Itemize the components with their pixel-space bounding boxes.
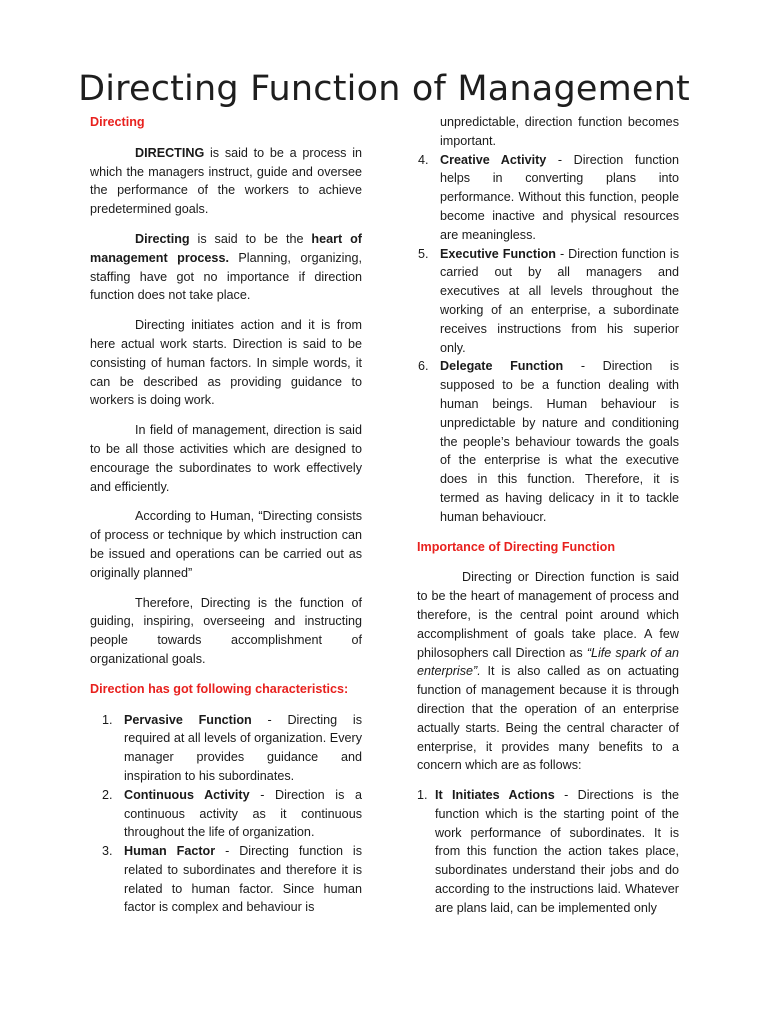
list-item <box>418 357 679 526</box>
item-term: Continuous Activity <box>124 787 250 802</box>
paragraph-text: is said to be the <box>189 231 312 246</box>
page-title: Directing Function of Management <box>78 69 690 110</box>
paragraph-text: is said to be a process in which the managers instruct, guide and oversee the performance of the workers to achieve predetermined goals. <box>90 145 362 217</box>
item-text: - Direction is a continuous activity as it continuous throughout the life of organization. <box>124 787 362 840</box>
list-number: 5. <box>418 246 429 261</box>
item-text: - Direction function is carried out by all managers and executives at all levels throughout the working of an enterprise, a subordinate receives instructions from his superior only. <box>440 246 679 355</box>
paragraph: Therefore, Directing is the function of guiding, inspiring, overseeing and instructing people towards accomplishment of organizational goals. <box>90 595 362 666</box>
list-number: 2. <box>102 787 113 802</box>
paragraph-text: Directing or Direction function is said to be the heart of management of process and therefore, is the central point around which accomplishment of goals take place. A few philosophers call Direction as <box>417 570 679 660</box>
list-continuation <box>417 113 679 151</box>
list-item <box>417 786 679 918</box>
list-number: 6. <box>418 359 429 374</box>
list-number: 4. <box>418 152 429 167</box>
item-text: - Direction function helps in converting plans into performance. Without this function, people become inactive and physical resources are meaningless. <box>440 152 679 242</box>
paragraph-text: It is also called as on actuating function of management because it is through direction that the operation of an enterprise actually starts. Being the central character of enterprise, it provides many benefits to a concern which are as follows: <box>417 664 679 773</box>
characteristics-list-continued <box>417 151 679 527</box>
paragraph <box>90 144 362 219</box>
right-column <box>417 113 679 918</box>
item-term: Delegate Function <box>440 359 564 374</box>
item-term: Human Factor <box>124 844 216 859</box>
bold-term: Directing <box>135 231 190 246</box>
paragraph: In field of management, direction is said to be all those activities which are designed to encourage the subordinates to work effectively and efficiently. <box>90 423 362 494</box>
list-item <box>102 711 363 786</box>
section-heading-directing: Directing <box>90 115 145 129</box>
section-heading-importance: Importance of Directing Function <box>417 539 616 554</box>
bold-term: heart of management process. <box>90 231 362 265</box>
item-term: It Initiates Actions <box>435 788 555 803</box>
list-number: 3. <box>102 844 113 859</box>
importance-list <box>417 786 679 918</box>
list-number: 1. <box>102 712 113 727</box>
italic-quote: “Life spark of an enterprise”. <box>417 645 679 679</box>
item-text: - Directing function is related to subordinates and therefore it is related to human factor. Since human factor is complex and behaviour is <box>124 844 362 915</box>
paragraph <box>417 568 679 775</box>
left-column <box>90 113 362 917</box>
paragraph-text: Planning, organizing, staffing have got no importance if direction function does not take place. <box>90 250 362 303</box>
item-term: Pervasive Function <box>124 712 252 727</box>
list-number: 1. <box>417 788 428 803</box>
list-item <box>102 786 362 842</box>
paragraph: Directing initiates action and it is from here actual work starts. Direction is said to be consisting of human factors. In simple words, it can be described as providing guidance to workers is doing work. <box>90 318 362 408</box>
list-item <box>102 842 362 917</box>
section-heading-characteristics: Direction has got following characteristics: <box>90 681 349 696</box>
item-text: - Direction is supposed to be a function dealing with human beings. Human behaviour is unpredictable by nature and conditioning the people’s behaviour towards the goals of the enterprise is what the executive does in this function. Therefore, it is termed as having delicacy in it to tackle human behavioucr. <box>440 359 679 524</box>
list-item <box>418 245 679 358</box>
item-text: - Directions is the function which is the starting point of the work performance of subordinates. It is from this function the action takes place, subordinates understand their jobs and do according to the instructions laid. Whatever are plans laid, can be implemented only <box>435 788 679 915</box>
item-term: Creative Activity <box>440 152 547 167</box>
bold-term: DIRECTING <box>135 145 205 160</box>
item-text: - Directing is required at all levels of organization. Every manager provides guidance and inspiration to his subordinates. <box>124 712 363 783</box>
continuation-text: unpredictable, direction function becomes important. <box>440 115 679 148</box>
item-term: Executive Function <box>440 246 556 261</box>
paragraph <box>90 230 362 305</box>
list-item <box>418 151 679 245</box>
paragraph: According to Human, “Directing consists of process or technique by which instruction can be issued and operations can be carried out as originally planned” <box>90 509 362 580</box>
characteristics-list <box>90 711 362 918</box>
